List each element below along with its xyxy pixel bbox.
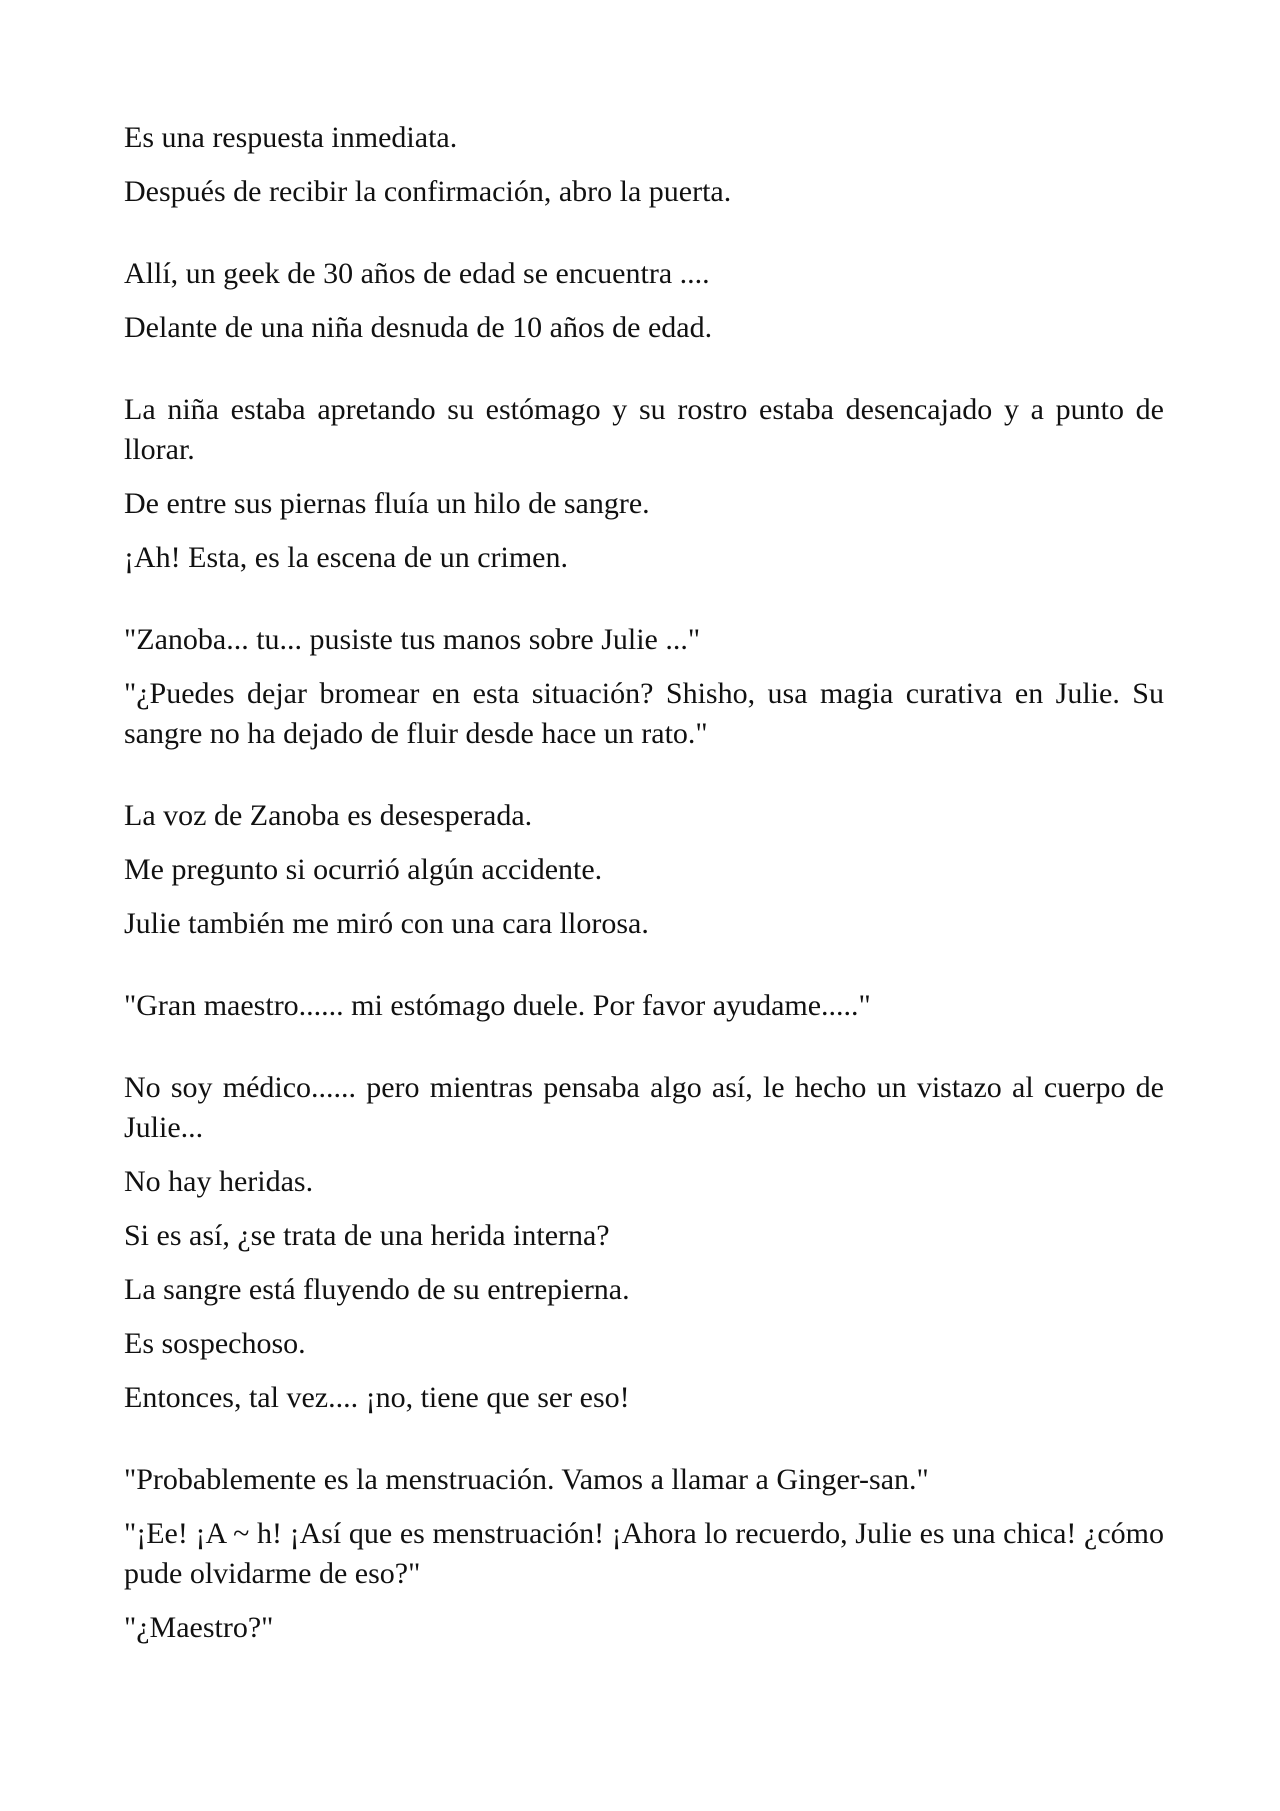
paragraph: Después de recibir la confirmación, abro la puerta.: [124, 175, 732, 208]
paragraph: La voz de Zanoba es desesperada.: [124, 799, 533, 832]
paragraph: "¡Ee! ¡A ~ h! ¡Así que es menstruación! ¡Ahora lo recuerdo, Julie es una chica! ¿cómo pude olvidarme de eso?": [124, 1517, 1164, 1590]
paragraph: Julie también me miró con una cara llorosa.: [124, 907, 649, 940]
paragraph: De entre sus piernas fluía un hilo de sangre.: [124, 487, 650, 520]
paragraph: Me pregunto si ocurrió algún accidente.: [124, 853, 603, 886]
paragraph: La niña estaba apretando su estómago y su rostro estaba desencajado y a punto de llorar.: [124, 393, 1164, 466]
paragraph: "Gran maestro...... mi estómago duele. Por favor ayudame.....": [124, 989, 871, 1022]
paragraph: "¿Puedes dejar bromear en esta situación? Shisho, usa magia curativa en Julie. Su sangre no ha dejado de fluir desde hace un rato.": [124, 677, 1164, 750]
paragraph: "¿Maestro?": [124, 1611, 274, 1644]
paragraph: Es una respuesta inmediata.: [124, 121, 458, 154]
paragraph: ¡Ah! Esta, es la escena de un crimen.: [124, 541, 568, 574]
paragraph: No hay heridas.: [124, 1165, 314, 1198]
paragraph: Allí, un geek de 30 años de edad se encuentra ....: [124, 257, 710, 290]
paragraph: Si es así, ¿se trata de una herida interna?: [124, 1219, 610, 1252]
paragraph: "Zanoba... tu... pusiste tus manos sobre Julie ...": [124, 623, 701, 656]
paragraph: Es sospechoso.: [124, 1327, 306, 1360]
paragraph: La sangre está fluyendo de su entrepierna.: [124, 1273, 630, 1306]
paragraph: "Probablemente es la menstruación. Vamos a llamar a Ginger-san.": [124, 1463, 929, 1496]
document-page: [124, 118, 1164, 1662]
paragraph: Delante de una niña desnuda de 10 años de edad.: [124, 311, 713, 344]
paragraph: Entonces, tal vez.... ¡no, tiene que ser eso!: [124, 1381, 630, 1414]
paragraph: No soy médico...... pero mientras pensaba algo así, le hecho un vistazo al cuerpo de Julie...: [124, 1071, 1164, 1144]
